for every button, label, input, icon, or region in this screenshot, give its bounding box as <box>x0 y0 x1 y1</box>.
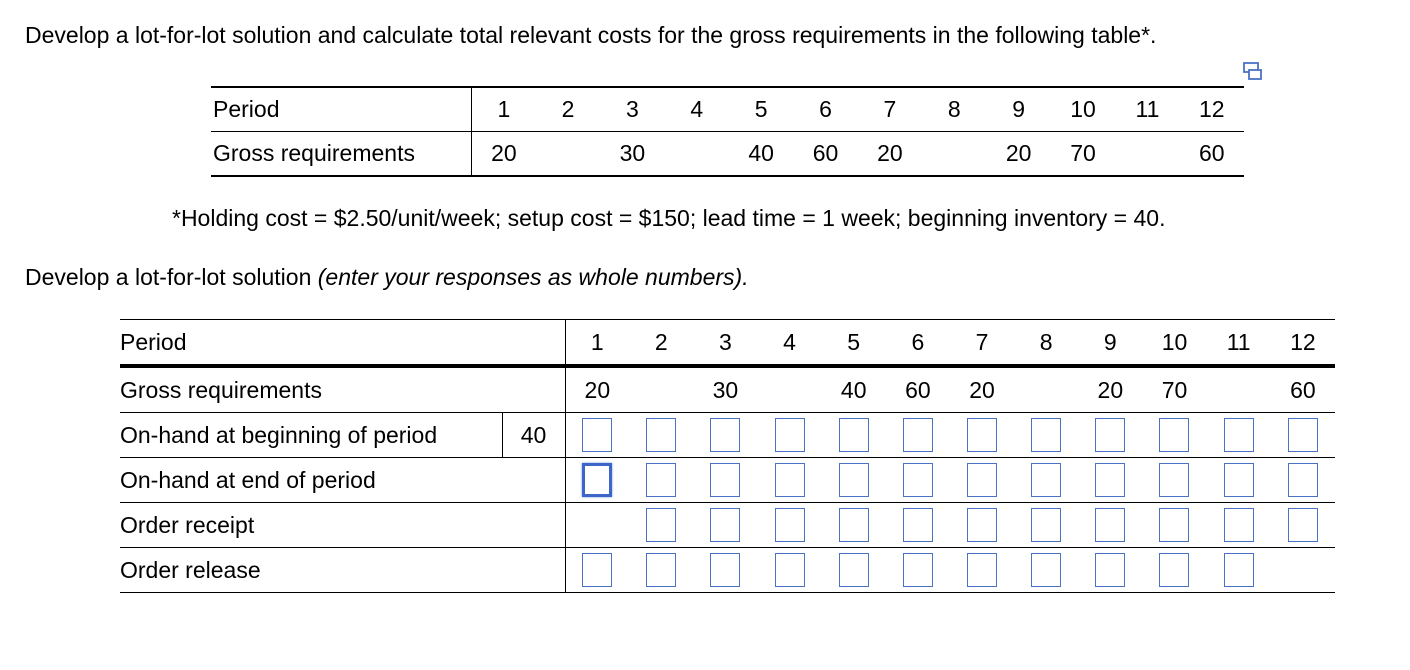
order-release-input[interactable] <box>967 553 997 587</box>
order-release-input[interactable] <box>646 553 676 587</box>
order-release-cell <box>1142 548 1206 593</box>
order-receipt-input[interactable] <box>903 508 933 542</box>
order-receipt-input[interactable] <box>1031 508 1061 542</box>
order-receipt-input[interactable] <box>646 508 676 542</box>
answer-gross-blank <box>502 366 565 413</box>
given-period-cell: 11 <box>1115 87 1179 132</box>
answer-period-cell: 10 <box>1142 320 1206 367</box>
given-gross-cell <box>665 132 729 177</box>
on-hand-end-cell <box>950 458 1014 503</box>
given-period-cell: 2 <box>536 87 600 132</box>
on-hand-end-cell <box>757 458 821 503</box>
order-release-cell <box>822 548 886 593</box>
on-hand-beginning-cell <box>757 413 821 458</box>
on-hand-end-cell <box>1014 458 1078 503</box>
order-release-input[interactable] <box>1031 553 1061 587</box>
order-release-cell <box>1078 548 1142 593</box>
answer-gross-cell: 60 <box>1271 366 1335 413</box>
order-release-cell <box>629 548 693 593</box>
answer-release-label: Order release <box>120 548 502 593</box>
order-receipt-cell <box>757 503 821 548</box>
order-release-input[interactable] <box>1224 553 1254 587</box>
answer-period-cell: 2 <box>629 320 693 367</box>
given-period-cell: 1 <box>472 87 536 132</box>
sub-instruction-hint: (enter your responses as whole numbers). <box>317 264 749 290</box>
answer-gross-cell: 20 <box>1078 366 1142 413</box>
given-gross-cell: 20 <box>987 132 1051 177</box>
on-hand-end-input[interactable] <box>903 463 933 497</box>
on-hand-beginning-input[interactable] <box>646 418 676 452</box>
order-receipt-input[interactable] <box>710 508 740 542</box>
on-hand-beginning-cell <box>565 413 629 458</box>
on-hand-beginning-input[interactable] <box>1288 418 1318 452</box>
order-receipt-cell <box>886 503 950 548</box>
order-receipt-cell <box>1271 503 1335 548</box>
order-receipt-cell <box>1207 503 1271 548</box>
order-receipt-cell <box>950 503 1014 548</box>
order-receipt-input[interactable] <box>1095 508 1125 542</box>
beginning-inventory-value: 40 <box>502 413 565 458</box>
order-release-input[interactable] <box>839 553 869 587</box>
order-release-cell <box>693 548 757 593</box>
order-receipt-input[interactable] <box>775 508 805 542</box>
on-hand-end-input[interactable] <box>646 463 676 497</box>
answer-end-row <box>120 458 1335 503</box>
answer-period-cell: 3 <box>693 320 757 367</box>
on-hand-end-cell <box>886 458 950 503</box>
on-hand-end-input[interactable] <box>710 463 740 497</box>
answer-release-blank <box>502 548 565 593</box>
answer-period-cell: 7 <box>950 320 1014 367</box>
given-gross-cell: 60 <box>1180 132 1244 177</box>
order-release-cell <box>886 548 950 593</box>
answer-gross-cell: 70 <box>1142 366 1206 413</box>
order-release-input[interactable] <box>903 553 933 587</box>
order-receipt-cell <box>1014 503 1078 548</box>
answer-period-blank <box>502 320 565 367</box>
on-hand-beginning-cell <box>1014 413 1078 458</box>
answer-gross-cell: 40 <box>822 366 886 413</box>
answer-begin-label: On-hand at beginning of period <box>120 413 502 458</box>
on-hand-end-input[interactable] <box>1031 463 1061 497</box>
given-period-cell: 5 <box>729 87 793 132</box>
lot-for-lot-table <box>120 319 1335 593</box>
on-hand-beginning-cell <box>1142 413 1206 458</box>
answer-period-cell: 8 <box>1014 320 1078 367</box>
on-hand-end-input[interactable] <box>967 463 997 497</box>
on-hand-beginning-input[interactable] <box>1095 418 1125 452</box>
answer-gross-cell <box>1014 366 1078 413</box>
answer-receipt-blank <box>502 503 565 548</box>
given-period-cell: 3 <box>600 87 664 132</box>
answer-end-label: On-hand at end of period <box>120 458 502 503</box>
on-hand-beginning-cell <box>1207 413 1271 458</box>
order-receipt-cell <box>565 503 629 548</box>
order-release-cell <box>1207 548 1271 593</box>
order-receipt-input[interactable] <box>1288 508 1318 542</box>
on-hand-end-cell <box>629 458 693 503</box>
on-hand-beginning-cell <box>1271 413 1335 458</box>
given-period-cell: 9 <box>987 87 1051 132</box>
on-hand-end-cell <box>822 458 886 503</box>
on-hand-beginning-cell <box>950 413 1014 458</box>
on-hand-beginning-input[interactable] <box>775 418 805 452</box>
order-receipt-cell <box>822 503 886 548</box>
order-release-cell <box>1014 548 1078 593</box>
sub-instruction-text: Develop a lot-for-lot solution <box>25 264 312 290</box>
answer-gross-cell: 20 <box>565 366 629 413</box>
on-hand-end-input[interactable] <box>1224 463 1254 497</box>
answer-gross-label: Gross requirements <box>120 366 502 413</box>
on-hand-beginning-input[interactable] <box>1031 418 1061 452</box>
order-receipt-cell <box>693 503 757 548</box>
on-hand-beginning-input[interactable] <box>710 418 740 452</box>
order-receipt-cell <box>629 503 693 548</box>
given-gross-label: Gross requirements <box>211 132 472 177</box>
answer-gross-cell: 20 <box>950 366 1014 413</box>
answer-period-cell: 1 <box>565 320 629 367</box>
answer-gross-cell: 30 <box>693 366 757 413</box>
given-period-cell: 6 <box>793 87 857 132</box>
on-hand-beginning-input[interactable] <box>582 418 612 452</box>
on-hand-end-input[interactable] <box>1159 463 1189 497</box>
given-gross-cell: 60 <box>793 132 857 177</box>
instruction-text: Develop a lot-for-lot solution and calculate total relevant costs for the gross requirements in the following table*. <box>25 22 1157 48</box>
on-hand-beginning-cell <box>886 413 950 458</box>
on-hand-beginning-input[interactable] <box>839 418 869 452</box>
on-hand-beginning-input[interactable] <box>967 418 997 452</box>
order-release-cell <box>757 548 821 593</box>
answer-period-row <box>120 320 1335 367</box>
given-period-cell: 4 <box>665 87 729 132</box>
on-hand-end-cell <box>1207 458 1271 503</box>
answer-receipt-row <box>120 503 1335 548</box>
answer-period-label: Period <box>120 320 502 367</box>
on-hand-end-cell <box>565 458 629 503</box>
given-gross-cell: 70 <box>1051 132 1115 177</box>
on-hand-beginning-input[interactable] <box>1159 418 1189 452</box>
order-receipt-input[interactable] <box>1224 508 1254 542</box>
given-period-cell: 12 <box>1180 87 1244 132</box>
answer-period-cell: 6 <box>886 320 950 367</box>
answer-gross-cell: 60 <box>886 366 950 413</box>
answer-end-blank <box>502 458 565 503</box>
order-release-input[interactable] <box>710 553 740 587</box>
answer-gross-cell <box>629 366 693 413</box>
on-hand-end-cell <box>1078 458 1142 503</box>
given-gross-cell: 40 <box>729 132 793 177</box>
given-period-cell: 7 <box>858 87 922 132</box>
given-period-cell: 10 <box>1051 87 1115 132</box>
order-release-cell <box>1271 548 1335 593</box>
given-gross-cell <box>922 132 986 177</box>
sub-instruction <box>25 264 749 291</box>
answer-period-cell: 12 <box>1271 320 1335 367</box>
on-hand-beginning-cell <box>629 413 693 458</box>
answer-period-cell: 5 <box>822 320 886 367</box>
on-hand-end-cell <box>1142 458 1206 503</box>
order-release-input[interactable] <box>775 553 805 587</box>
on-hand-end-input[interactable] <box>775 463 805 497</box>
given-period-label: Period <box>211 87 472 132</box>
on-hand-end-input[interactable] <box>1288 463 1318 497</box>
answer-receipt-label: Order receipt <box>120 503 502 548</box>
given-gross-cell: 20 <box>858 132 922 177</box>
order-release-cell <box>950 548 1014 593</box>
order-receipt-input[interactable] <box>839 508 869 542</box>
answer-period-cell: 11 <box>1207 320 1271 367</box>
order-release-cell <box>565 548 629 593</box>
answer-begin-row <box>120 413 1335 458</box>
given-period-row <box>211 87 1244 132</box>
order-release-input[interactable] <box>1095 553 1125 587</box>
on-hand-beginning-cell <box>822 413 886 458</box>
given-gross-cell: 30 <box>600 132 664 177</box>
given-requirements-table <box>211 86 1244 177</box>
given-gross-row <box>211 132 1244 177</box>
on-hand-end-input[interactable] <box>1095 463 1125 497</box>
on-hand-end-input[interactable] <box>839 463 869 497</box>
order-receipt-input[interactable] <box>967 508 997 542</box>
order-receipt-input[interactable] <box>1159 508 1189 542</box>
order-receipt-cell <box>1142 503 1206 548</box>
order-receipt-cell <box>1078 503 1142 548</box>
order-release-input[interactable] <box>1159 553 1189 587</box>
on-hand-beginning-cell <box>1078 413 1142 458</box>
answer-release-row <box>120 548 1335 593</box>
answer-gross-cell <box>757 366 821 413</box>
on-hand-beginning-cell <box>693 413 757 458</box>
given-gross-cell <box>536 132 600 177</box>
answer-gross-cell <box>1207 366 1271 413</box>
on-hand-end-cell <box>1271 458 1335 503</box>
cost-footnote: *Holding cost = $2.50/unit/week; setup cost = $150; lead time = 1 week; beginning inventory = 40. <box>172 205 1166 231</box>
answer-period-cell: 4 <box>757 320 821 367</box>
given-period-cell: 8 <box>922 87 986 132</box>
given-gross-cell <box>1115 132 1179 177</box>
on-hand-beginning-input[interactable] <box>903 418 933 452</box>
on-hand-end-input[interactable] <box>582 463 612 497</box>
copy-table-icon[interactable] <box>1242 60 1264 82</box>
answer-gross-row <box>120 366 1335 413</box>
answer-period-cell: 9 <box>1078 320 1142 367</box>
on-hand-end-cell <box>693 458 757 503</box>
given-gross-cell: 20 <box>472 132 536 177</box>
order-release-input[interactable] <box>582 553 612 587</box>
on-hand-beginning-input[interactable] <box>1224 418 1254 452</box>
